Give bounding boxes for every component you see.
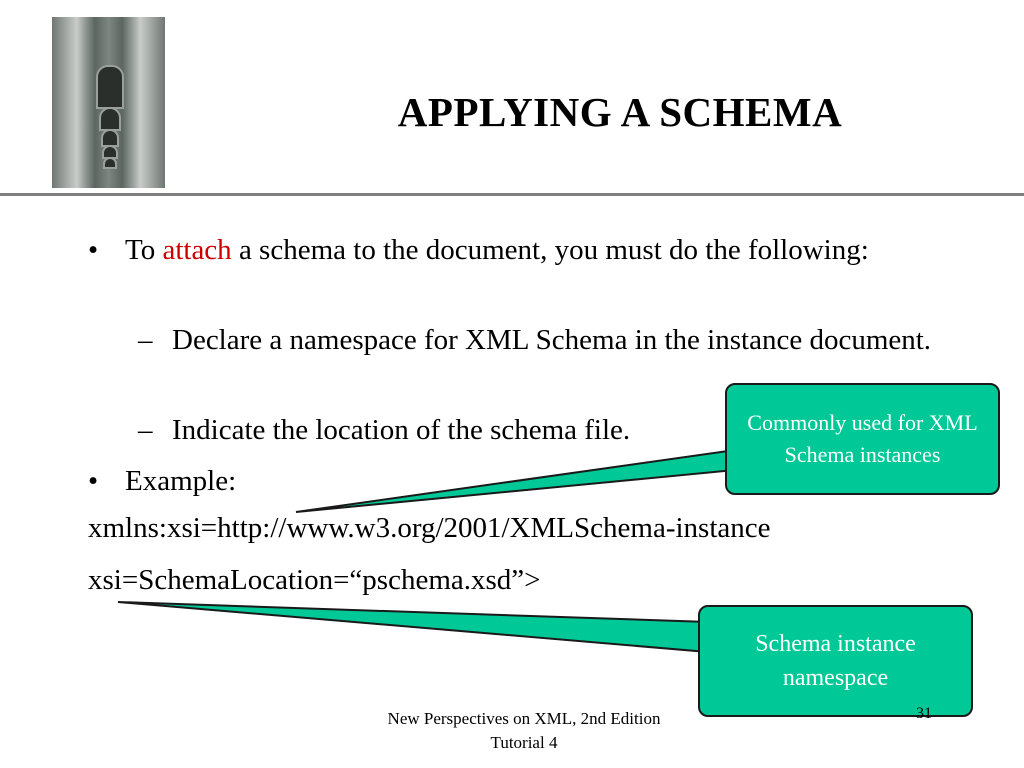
callout2-text: Schema instance namespace: [755, 631, 916, 691]
code-line-schemalocation: xsi=SchemaLocation=“pschema.xsd”>: [88, 564, 541, 596]
sub-dash: –: [138, 324, 153, 356]
page-number: 31: [916, 705, 932, 722]
bullet-suffix: a schema to the document, you must do the following:: [231, 234, 869, 266]
footer-title: New Perspectives on XML, 2nd Edition: [387, 709, 661, 728]
callout-schema-instance: [698, 605, 973, 717]
bullet-dot: •: [88, 234, 99, 266]
code-line-xmlns: xmlns:xsi=http://www.w3.org/2001/XMLSchema-instance: [88, 512, 771, 544]
callout2-pointer: [118, 602, 708, 652]
footer-tutorial: Tutorial 4: [490, 733, 558, 752]
slide-footer: [364, 707, 684, 755]
sub-item-text: Indicate the location of the schema file.: [172, 414, 631, 446]
bullet-example-text: Example:: [125, 465, 237, 497]
callout1-pointer: [296, 450, 735, 512]
slide-title: APPLYING A SCHEMA: [397, 89, 843, 135]
highlight-word: attach: [162, 234, 232, 266]
callout-commonly-used: [725, 383, 1000, 495]
bullet-prefix: To: [125, 234, 163, 266]
sub-dash: –: [138, 414, 153, 446]
sub-item-text: Declare a namespace for XML Schema in the instance document.: [172, 324, 932, 356]
bullet-dot: •: [88, 465, 99, 497]
callout1-text: Commonly used for XML Schema instances: [747, 410, 978, 467]
